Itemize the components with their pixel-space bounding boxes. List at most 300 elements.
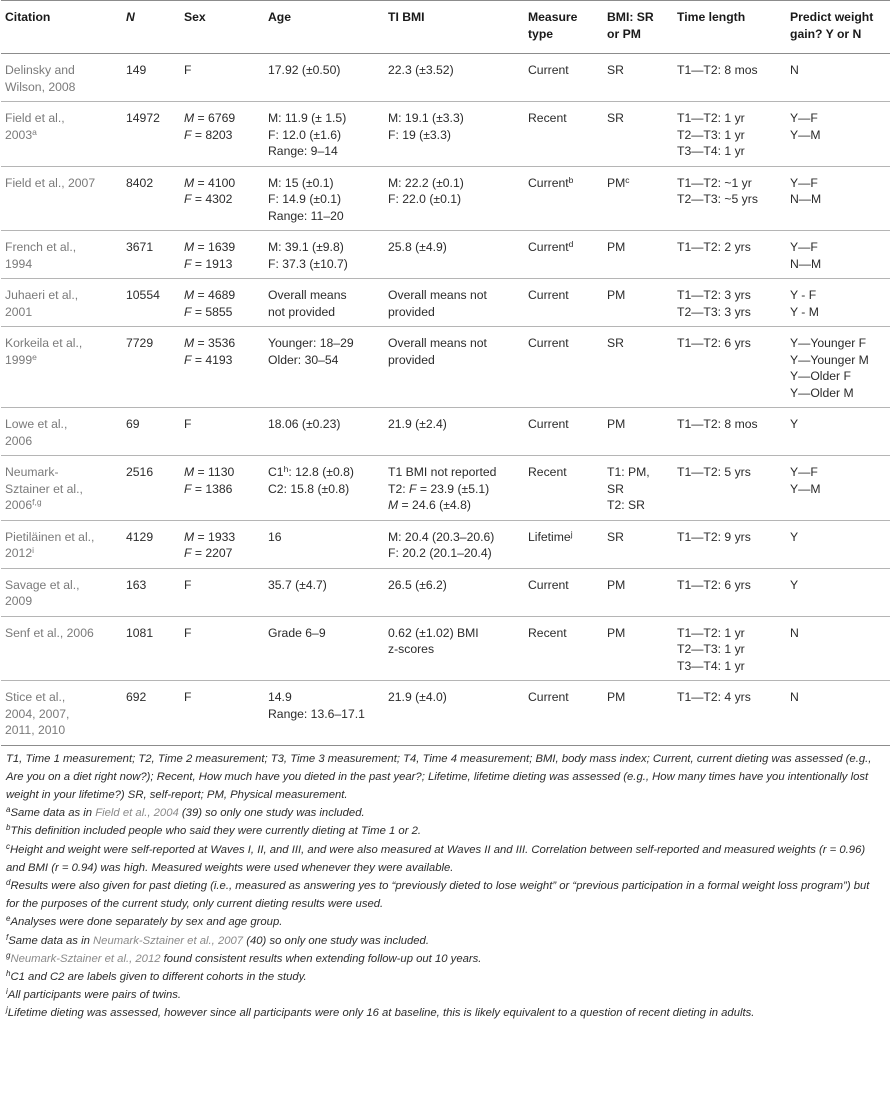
cell-ti-bmi-line: 21.9 (±4.0) bbox=[388, 690, 447, 704]
cell-age-line: 16 bbox=[268, 529, 282, 544]
cell-measure-type bbox=[524, 279, 603, 327]
cell-ti-bmi bbox=[384, 568, 524, 616]
cell-measure-type-value: Current bbox=[528, 175, 569, 190]
cell-sex bbox=[180, 166, 264, 231]
cell-predict-weight-gain-line: Y bbox=[790, 577, 799, 592]
footnote-marker: d bbox=[568, 239, 574, 249]
table-row bbox=[1, 408, 890, 456]
cell-measure-type bbox=[524, 568, 603, 616]
cell-bmi-sr-pm bbox=[603, 456, 673, 521]
cell-time-length-line: T3—T4: 1 yr bbox=[677, 658, 745, 673]
cell-bmi-sr-pm-line: T2: SR bbox=[607, 498, 645, 512]
cell-citation bbox=[1, 681, 122, 746]
cell-time-length-line: T1—T2: 6 yrs bbox=[677, 577, 751, 592]
col-header-measure-type: Measure type bbox=[524, 1, 603, 54]
cell-n-value: 4129 bbox=[126, 529, 154, 544]
cell-sex bbox=[180, 520, 264, 568]
cell-bmi-sr-pm-line: PM bbox=[607, 288, 626, 302]
table-row bbox=[1, 327, 890, 408]
footnote-abbreviations: T1, Time 1 measurement; T2, Time 2 measurement; T3, Time 3 measurement; T4, Time 4 measurement; BMI, body mass index; Current, current dieting was assessed (e.g., Are you on a diet right now?); Recent, How much have you dieted in the past year?; Lifetime, lifetime dieting was assessed (e.g., How many times have you intentionally lost weight in your lifetime?) SR, self-report; PM, Physical measurement. bbox=[6, 752, 872, 801]
cell-predict-weight-gain bbox=[786, 568, 890, 616]
cell-measure-type-value: Recent bbox=[528, 625, 567, 640]
cell-bmi-sr-pm-line: PM bbox=[607, 417, 626, 431]
cell-bmi-sr-pm-line: PM bbox=[607, 577, 626, 592]
cell-sex-line: F = 4193 bbox=[184, 352, 233, 367]
cell-time-length-line: T2—T3: ~5 yrs bbox=[677, 192, 758, 206]
cell-age-line: F: 12.0 (±1.6) bbox=[268, 127, 342, 142]
cell-time-length-line: T1—T2: ~1 yr bbox=[677, 175, 752, 190]
cell-measure-type-value: Current bbox=[528, 288, 569, 302]
studies-table bbox=[1, 0, 890, 746]
cell-ti-bmi-line: T1 BMI not reported bbox=[388, 465, 497, 479]
cell-sex-line: F = 5855 bbox=[184, 304, 233, 319]
col-header-n: N bbox=[122, 1, 180, 54]
cell-age-line: Overall means bbox=[268, 288, 347, 302]
cell-citation-line[interactable]: Field et al., 2007 bbox=[5, 175, 96, 190]
cell-citation-line[interactable]: Sztainer et al., bbox=[5, 481, 83, 496]
cell-time-length-line: T1—T2: 1 yr bbox=[677, 111, 745, 125]
cell-time-length bbox=[673, 681, 786, 746]
cell-citation-line[interactable]: 2009 bbox=[5, 594, 33, 608]
cell-n bbox=[122, 54, 180, 102]
cell-citation-line[interactable]: 2001 bbox=[5, 304, 33, 319]
cell-sex-line: F bbox=[184, 625, 192, 640]
cell-predict-weight-gain bbox=[786, 681, 890, 746]
cell-bmi-sr-pm-line: SR bbox=[607, 63, 624, 77]
cell-citation-line[interactable]: Delinsky and bbox=[5, 63, 75, 77]
cell-age-line: Range: 13.6–17.1 bbox=[268, 706, 365, 721]
table-row bbox=[1, 456, 890, 521]
cell-time-length bbox=[673, 520, 786, 568]
cell-bmi-sr-pm-line: T1: PM, bbox=[607, 465, 650, 479]
cell-predict-weight-gain-line: Y—Younger M bbox=[790, 352, 869, 367]
cell-citation-line[interactable]: 2003 bbox=[5, 127, 33, 142]
cell-measure-type bbox=[524, 456, 603, 521]
cell-time-length-line: T2—T3: 3 yrs bbox=[677, 304, 751, 319]
table-row bbox=[1, 681, 890, 746]
cell-citation-line[interactable]: Lowe et al., bbox=[5, 417, 68, 431]
cell-time-length-line: T1—T2: 4 yrs bbox=[677, 690, 751, 704]
cell-time-length-line: T1—T2: 2 yrs bbox=[677, 240, 751, 254]
cell-time-length bbox=[673, 456, 786, 521]
footnote-g: $^g$Neumark-Sztainer et al., 2012 found consistent results when extending follow-up out 10 years. bbox=[6, 950, 482, 965]
cell-predict-weight-gain bbox=[786, 231, 890, 279]
cell-measure-type bbox=[524, 54, 603, 102]
cell-n bbox=[122, 408, 180, 456]
col-header-sex: Sex bbox=[180, 1, 264, 54]
cell-measure-type-value: Current bbox=[528, 690, 569, 704]
cell-n-value: 163 bbox=[126, 577, 147, 592]
cell-citation-line[interactable]: 2006 bbox=[5, 433, 33, 448]
cell-ti-bmi-line: F: 19 (±3.3) bbox=[388, 127, 451, 142]
cell-ti-bmi bbox=[384, 54, 524, 102]
cell-n bbox=[122, 568, 180, 616]
cell-citation bbox=[1, 279, 122, 327]
cell-citation bbox=[1, 616, 122, 681]
footnote-f: $^f$Same data as in Neumark-Sztainer et al., 2007 (40) so only one study was included. bbox=[6, 932, 429, 947]
cell-sex bbox=[180, 568, 264, 616]
cell-bmi-sr-pm bbox=[603, 520, 673, 568]
footnote-a: $^a$Same data as in Field et al., 2004 (39) so only one study was included. bbox=[6, 805, 365, 820]
cell-measure-type-value: Current bbox=[528, 336, 569, 350]
footnote-c: $^c$Height and weight were self-reported at Waves I, II, and III, and were also measured at Waves II and III. Correlation between self-reported and measured weights (r = 0.96) and BMI (r = 0.94) was high. Measured weights were used whenever they were available. bbox=[6, 841, 866, 874]
cell-citation bbox=[1, 166, 122, 231]
cell-ti-bmi bbox=[384, 456, 524, 521]
cell-measure-type-value: Recent bbox=[528, 111, 567, 125]
cell-sex-line: F = 1386 bbox=[184, 481, 233, 496]
cell-measure-type bbox=[524, 520, 603, 568]
cell-n bbox=[122, 456, 180, 521]
cell-ti-bmi-line: F: 20.2 (20.1–20.4) bbox=[388, 546, 492, 560]
footnote-f-citation-link[interactable]: Neumark-Sztainer et al., 2007 bbox=[93, 934, 244, 947]
cell-time-length-line: T1—T2: 6 yrs bbox=[677, 336, 751, 350]
cell-sex bbox=[180, 456, 264, 521]
col-header-age: Age bbox=[264, 1, 384, 54]
cell-ti-bmi-line: 22.3 (±3.52) bbox=[388, 63, 454, 77]
cell-bmi-sr-pm-line: SR bbox=[607, 336, 624, 350]
cell-measure-type bbox=[524, 231, 603, 279]
cell-age bbox=[264, 568, 384, 616]
cell-time-length bbox=[673, 166, 786, 231]
cell-measure-type-value: Lifetime bbox=[528, 529, 571, 544]
cell-measure-type bbox=[524, 616, 603, 681]
cell-sex-line: M = 1639 bbox=[184, 240, 236, 254]
cell-sex bbox=[180, 102, 264, 167]
cell-ti-bmi bbox=[384, 102, 524, 167]
cell-sex bbox=[180, 681, 264, 746]
col-header-time-length: Time length bbox=[673, 1, 786, 54]
cell-ti-bmi bbox=[384, 520, 524, 568]
cell-predict-weight-gain bbox=[786, 279, 890, 327]
cell-age bbox=[264, 681, 384, 746]
cell-sex-line: M = 4689 bbox=[184, 288, 236, 302]
cell-predict-weight-gain-line: Y—F bbox=[790, 111, 818, 125]
cell-sex-line: F = 4302 bbox=[184, 192, 233, 206]
cell-age-line: Older: 30–54 bbox=[268, 352, 339, 367]
cell-time-length-line: T1—T2: 5 yrs bbox=[677, 465, 751, 479]
cell-ti-bmi-line: provided bbox=[388, 304, 435, 319]
cell-citation-line[interactable]: Pietiläinen et al., bbox=[5, 529, 95, 544]
cell-predict-weight-gain bbox=[786, 616, 890, 681]
cell-age bbox=[264, 616, 384, 681]
footnote-b: $^b$This definition included people who said they were currently dieting at Time 1 or 2. bbox=[6, 823, 422, 838]
cell-time-length bbox=[673, 327, 786, 408]
col-header-predict-weight-gain: Predict weight gain? Y or N bbox=[786, 1, 890, 54]
cell-predict-weight-gain bbox=[786, 520, 890, 568]
cell-age bbox=[264, 166, 384, 231]
cell-sex-line: M = 3536 bbox=[184, 336, 236, 350]
cell-citation bbox=[1, 231, 122, 279]
cell-bmi-sr-pm bbox=[603, 231, 673, 279]
cell-predict-weight-gain-line: N—M bbox=[790, 192, 822, 206]
cell-predict-weight-gain-line: Y bbox=[790, 529, 799, 544]
cell-measure-type bbox=[524, 166, 603, 231]
cell-n-value: 149 bbox=[126, 63, 147, 77]
cell-sex-line: F bbox=[184, 417, 192, 431]
cell-bmi-sr-pm bbox=[603, 327, 673, 408]
cell-predict-weight-gain-line: N bbox=[790, 63, 799, 77]
cell-citation bbox=[1, 520, 122, 568]
cell-age-line: 17.92 (±0.50) bbox=[268, 63, 341, 77]
cell-ti-bmi-line: 26.5 (±6.2) bbox=[388, 577, 447, 592]
cell-citation-line[interactable]: 2006 bbox=[5, 498, 33, 512]
cell-sex bbox=[180, 231, 264, 279]
cell-time-length-line: T1—T2: 1 yr bbox=[677, 625, 745, 640]
cell-age bbox=[264, 327, 384, 408]
cell-citation-line[interactable]: Wilson, 2008 bbox=[5, 79, 76, 94]
cell-ti-bmi-line: M = 24.6 (±4.8) bbox=[388, 498, 471, 512]
cell-citation-line[interactable]: 1999 bbox=[5, 352, 33, 367]
cell-citation-line[interactable]: 2011, 2010 bbox=[5, 723, 66, 737]
cell-measure-type bbox=[524, 102, 603, 167]
footnote-g-citation-link[interactable]: Neumark-Sztainer et al., 2012 bbox=[10, 952, 161, 965]
cell-ti-bmi-line: M: 22.2 (±0.1) bbox=[388, 175, 464, 190]
cell-bmi-sr-pm bbox=[603, 568, 673, 616]
footnote-a-citation-link[interactable]: Field et al., 2004 bbox=[95, 807, 179, 820]
cell-sex-line: F = 8203 bbox=[184, 127, 233, 142]
cell-n bbox=[122, 102, 180, 167]
cell-bmi-sr-pm bbox=[603, 54, 673, 102]
cell-sex bbox=[180, 54, 264, 102]
cell-time-length bbox=[673, 231, 786, 279]
cell-ti-bmi-line: Overall means not bbox=[388, 288, 487, 302]
cell-ti-bmi-line: z-scores bbox=[388, 642, 435, 656]
cell-predict-weight-gain bbox=[786, 54, 890, 102]
cell-predict-weight-gain-line: Y—F bbox=[790, 175, 818, 190]
cell-n bbox=[122, 616, 180, 681]
col-header-ti-bmi: TI BMI bbox=[384, 1, 524, 54]
cell-predict-weight-gain-line: Y - F bbox=[790, 288, 817, 302]
cell-ti-bmi-line: T2: F = 23.9 (±5.1) bbox=[388, 481, 490, 496]
cell-ti-bmi-line: 21.9 (±2.4) bbox=[388, 417, 447, 431]
cell-measure-type bbox=[524, 408, 603, 456]
cell-bmi-sr-pm-line: SR bbox=[607, 529, 624, 544]
footnote-marker: a bbox=[32, 126, 37, 137]
cell-time-length bbox=[673, 54, 786, 102]
cell-citation-line[interactable]: Senf et al., 2006 bbox=[5, 625, 94, 640]
cell-citation-line[interactable]: Neumark- bbox=[5, 465, 59, 479]
table-row bbox=[1, 616, 890, 681]
cell-n bbox=[122, 231, 180, 279]
cell-bmi-sr-pm bbox=[603, 616, 673, 681]
cell-age bbox=[264, 408, 384, 456]
cell-bmi-sr-pm-line: PM bbox=[607, 175, 626, 190]
cell-bmi-sr-pm-line: PM bbox=[607, 625, 626, 640]
cell-bmi-sr-pm bbox=[603, 166, 673, 231]
cell-sex-line: F = 2207 bbox=[184, 546, 233, 560]
cell-time-length bbox=[673, 408, 786, 456]
cell-sex-line: F bbox=[184, 690, 192, 704]
cell-ti-bmi bbox=[384, 408, 524, 456]
cell-n-value: 1081 bbox=[126, 625, 154, 640]
cell-age-line: M: 11.9 (± 1.5) bbox=[268, 111, 347, 125]
col-header-bmi-sr-pm: BMI: SR or PM bbox=[603, 1, 673, 54]
cell-n-value: 69 bbox=[126, 417, 140, 431]
cell-ti-bmi bbox=[384, 231, 524, 279]
cell-age-line: M: 39.1 (±9.8) bbox=[268, 240, 344, 254]
cell-time-length bbox=[673, 102, 786, 167]
cell-sex bbox=[180, 279, 264, 327]
cell-age-line: C2: 15.8 (±0.8) bbox=[268, 481, 350, 496]
cell-predict-weight-gain-line: Y - M bbox=[790, 304, 819, 319]
cell-sex-line: M = 1933 bbox=[184, 529, 236, 544]
cell-time-length-line: T3—T4: 1 yr bbox=[677, 144, 745, 158]
cell-citation bbox=[1, 568, 122, 616]
cell-n-value: 8402 bbox=[126, 175, 154, 190]
cell-predict-weight-gain bbox=[786, 327, 890, 408]
cell-citation bbox=[1, 327, 122, 408]
cell-measure-type-value: Current bbox=[528, 63, 569, 77]
cell-age-line: 18.06 (±0.23) bbox=[268, 417, 341, 431]
table-footnotes bbox=[0, 746, 891, 1023]
cell-time-length bbox=[673, 568, 786, 616]
footnote-d: $^d$Results were also given for past dieting (i.e., measured as answering yes to “previously dieted to lose weight” or “previous participation in a formal weight loss program”) but for the purposes of the current study, only current dieting results were used. bbox=[6, 877, 870, 911]
cell-n bbox=[122, 327, 180, 408]
cell-age-line: C1$^h$: 12.8 (±0.8) bbox=[268, 464, 354, 479]
table-row bbox=[1, 520, 890, 568]
cell-sex-line: F bbox=[184, 577, 192, 592]
cell-bmi-sr-pm bbox=[603, 102, 673, 167]
col-header-citation: Citation bbox=[1, 1, 122, 54]
table-header-row bbox=[1, 1, 890, 54]
cell-citation-line[interactable]: Stice et al., bbox=[5, 690, 66, 704]
cell-citation-line[interactable]: French et al., bbox=[5, 240, 77, 254]
cell-age-line: Range: 11–20 bbox=[268, 208, 344, 223]
cell-ti-bmi-line: M: 20.4 (20.3–20.6) bbox=[388, 529, 495, 544]
cell-predict-weight-gain bbox=[786, 408, 890, 456]
cell-ti-bmi-line: Overall means not bbox=[388, 336, 487, 350]
table-row bbox=[1, 54, 890, 102]
footnote-h: $^h$C1 and C2 are labels given to different cohorts in the study. bbox=[6, 968, 307, 983]
cell-predict-weight-gain bbox=[786, 456, 890, 521]
cell-predict-weight-gain bbox=[786, 102, 890, 167]
cell-age-line: M: 15 (±0.1) bbox=[268, 175, 334, 190]
cell-bmi-sr-pm bbox=[603, 279, 673, 327]
cell-sex-line: M = 6769 bbox=[184, 111, 236, 125]
cell-n-value: 692 bbox=[126, 690, 147, 704]
cell-ti-bmi-line: provided bbox=[388, 352, 435, 367]
cell-ti-bmi-line: 25.8 (±4.9) bbox=[388, 240, 447, 254]
table-row bbox=[1, 568, 890, 616]
cell-measure-type-value: Current bbox=[528, 417, 569, 431]
cell-predict-weight-gain-line: N—M bbox=[790, 256, 822, 271]
cell-n bbox=[122, 681, 180, 746]
cell-measure-type bbox=[524, 327, 603, 408]
cell-age bbox=[264, 279, 384, 327]
cell-bmi-sr-pm bbox=[603, 681, 673, 746]
cell-predict-weight-gain-line: Y—Older M bbox=[790, 385, 854, 400]
cell-ti-bmi bbox=[384, 681, 524, 746]
cell-citation-line[interactable]: Korkeila et al., bbox=[5, 336, 83, 350]
cell-n bbox=[122, 279, 180, 327]
cell-measure-type-value: Current bbox=[528, 577, 569, 592]
cell-citation-line[interactable]: Savage et al., bbox=[5, 577, 80, 592]
cell-sex bbox=[180, 408, 264, 456]
table-row bbox=[1, 166, 890, 231]
cell-predict-weight-gain-line: Y—M bbox=[790, 481, 821, 496]
footnote-marker: i bbox=[32, 545, 35, 555]
cell-n-value: 3671 bbox=[126, 240, 154, 254]
cell-age-line: 35.7 (±4.7) bbox=[268, 577, 327, 592]
cell-age bbox=[264, 102, 384, 167]
footnote-marker: e bbox=[32, 351, 37, 362]
cell-citation-line[interactable]: 1994 bbox=[5, 256, 33, 271]
cell-predict-weight-gain-line: Y—F bbox=[790, 240, 818, 254]
footnote-j: $^j$Lifetime dieting was assessed, however since all participants were only 16 at baseline, this is likely equivalent to a question of recent dieting in adults. bbox=[6, 1005, 755, 1020]
cell-ti-bmi-line: M: 19.1 (±3.3) bbox=[388, 111, 464, 125]
cell-age-line: Younger: 18–29 bbox=[268, 336, 354, 350]
cell-measure-type bbox=[524, 681, 603, 746]
table-body bbox=[1, 54, 890, 746]
cell-predict-weight-gain bbox=[786, 166, 890, 231]
cell-bmi-sr-pm-line: PM bbox=[607, 240, 626, 254]
cell-n-value: 7729 bbox=[126, 336, 154, 350]
cell-n-value: 14972 bbox=[126, 111, 160, 125]
cell-citation bbox=[1, 54, 122, 102]
cell-bmi-sr-pm bbox=[603, 408, 673, 456]
cell-measure-type-value: Current bbox=[528, 240, 569, 254]
cell-bmi-sr-pm-line: SR bbox=[607, 111, 624, 125]
cell-ti-bmi-line: 0.62 (±1.02) BMI bbox=[388, 625, 479, 640]
cell-time-length-line: T2—T3: 1 yr bbox=[677, 642, 745, 656]
cell-citation bbox=[1, 408, 122, 456]
cell-time-length bbox=[673, 616, 786, 681]
cell-n-value: 2516 bbox=[126, 465, 154, 479]
footnote-i: $^i$All participants were pairs of twins. bbox=[6, 987, 182, 1002]
cell-citation-line[interactable]: 2004, 2007, bbox=[5, 706, 70, 721]
cell-citation-line[interactable]: Juhaeri et al., bbox=[5, 288, 79, 302]
cell-citation-line[interactable]: Field et al., bbox=[5, 111, 65, 125]
cell-age-line: F: 14.9 (±0.1) bbox=[268, 192, 342, 206]
cell-citation bbox=[1, 456, 122, 521]
footnote-marker: j bbox=[570, 528, 573, 539]
cell-age-line: F: 37.3 (±10.7) bbox=[268, 256, 348, 271]
cell-time-length-line: T1—T2: 8 mos bbox=[677, 417, 758, 431]
cell-age bbox=[264, 231, 384, 279]
cell-predict-weight-gain-line: N bbox=[790, 690, 799, 704]
cell-citation-line[interactable]: 2012 bbox=[5, 546, 33, 560]
cell-time-length-line: T2—T3: 1 yr bbox=[677, 127, 745, 142]
table-row bbox=[1, 102, 890, 167]
cell-sex bbox=[180, 616, 264, 681]
cell-age-line: 14.9 bbox=[268, 690, 292, 704]
cell-n bbox=[122, 520, 180, 568]
footnote-marker: b bbox=[568, 174, 574, 185]
cell-citation bbox=[1, 102, 122, 167]
cell-age-line: not provided bbox=[268, 304, 336, 319]
cell-age bbox=[264, 520, 384, 568]
cell-bmi-sr-pm-line: SR bbox=[607, 481, 624, 496]
cell-bmi-sr-pm-line: PM bbox=[607, 690, 626, 704]
cell-sex-line: F = 1913 bbox=[184, 256, 233, 271]
cell-time-length-line: T1—T2: 3 yrs bbox=[677, 288, 751, 302]
cell-ti-bmi bbox=[384, 166, 524, 231]
cell-predict-weight-gain-line: Y—Younger F bbox=[790, 336, 867, 350]
cell-predict-weight-gain-line: Y bbox=[790, 417, 799, 431]
cell-age-line: Grade 6–9 bbox=[268, 625, 326, 640]
cell-n-value: 10554 bbox=[126, 288, 160, 302]
cell-ti-bmi bbox=[384, 616, 524, 681]
footnote-e: $^e$Analyses were done separately by sex and age group. bbox=[6, 914, 283, 929]
table-row bbox=[1, 231, 890, 279]
cell-age bbox=[264, 54, 384, 102]
cell-measure-type-value: Recent bbox=[528, 465, 567, 479]
footnote-marker: f,g bbox=[32, 497, 42, 507]
cell-predict-weight-gain-line: N bbox=[790, 625, 799, 640]
cell-time-length-line: T1—T2: 8 mos bbox=[677, 63, 758, 77]
cell-predict-weight-gain-line: Y—F bbox=[790, 465, 818, 479]
cell-predict-weight-gain-line: Y—Older F bbox=[790, 369, 851, 383]
